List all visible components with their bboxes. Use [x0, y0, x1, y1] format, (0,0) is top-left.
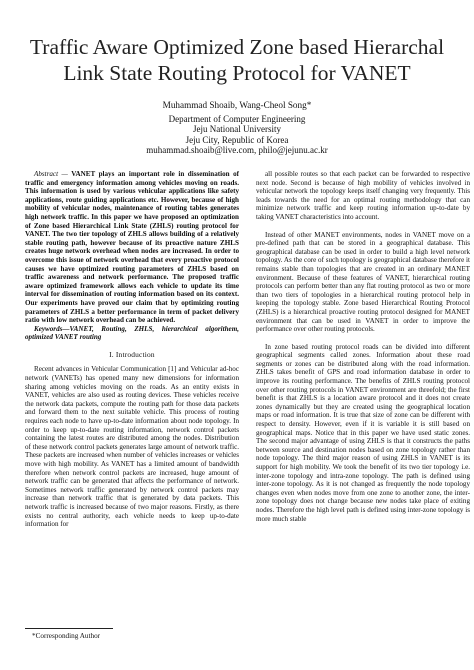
- author-university: Jeju National University: [193, 124, 281, 134]
- abstract-label: Abstract —: [34, 170, 68, 178]
- body-paragraph-3: In zone based routing protocol roads can be divided into different geographical segments called zones. Information about these road segments or zones can be distributed along with the road information. ZHLS takes benefit of GPS and road information database in order to improve its routing performance. The benefits of ZHLS routing protocol over other routing protocols in VANET environment are threefold; the first benefit is that ZHLS is a location aware protocol and it does not create zones dynamically but they are created using the geographical location maps or road information. It is true that size of zone can be different with respect to density. However, even if it is variable it is still based on geographical maps. Notice that in this paper we have used static zones. The second major advantage of using ZHLS is that it constructs the paths between source and destination nodes based on zone topology rather than node topology. The third major reason of using ZHLS in VANET is its support for high mobility. We took the benefit of its two tier topology i.e. inter-zone topology and intra-zone topology. The path is defined using inter-zone topology. As it is not changed as frequently the node topology changes even when nodes move from one zone to another zone, the inter-zone topology does not change because new nodes take place of exiting nodes. Therefore the high level path is defined using inter-zone topology is more much stable: [256, 342, 470, 523]
- footnote-corresponding-author: *Corresponding Author: [32, 632, 101, 640]
- section-heading-introduction: I. Introduction: [109, 349, 155, 359]
- left-column: [25, 170, 239, 529]
- author-block: [80, 100, 394, 156]
- keywords: [25, 325, 239, 342]
- author-emails: muhammad.shoaib@live.com, philo@jejunu.ac.kr: [146, 145, 328, 155]
- paper-title: Traffic Aware Optimized Zone based Hierarchal Link State Routing Protocol for VANET: [29, 35, 445, 85]
- keywords-text: VANET, Routing, ZHLS, hierarchical algorithem, optimized VANET routing: [25, 324, 239, 342]
- author-names: Muhammad Shoaib, Wang-Cheol Song*: [162, 100, 312, 110]
- footnote-divider: [25, 628, 113, 629]
- author-department: Department of Computer Engineering: [168, 113, 306, 124]
- right-column: [256, 170, 470, 523]
- abstract: [25, 170, 239, 325]
- body-paragraph-1: all possible routes so that each packet can be forwarded to respective next node. Second is because of high mobility of vehicles involved in vehicular network the topology keeps itself changing very frequently. This leads towards the need for an optimal routing methodology that can minimize network traffic and keep routing information up-to-date by taking VANET characteristics into account.: [256, 170, 470, 221]
- abstract-text: VANET plays an important role in dissemination of traffic and emergency information among vehicles moving on roads. This information is used by various vehicular applications like safety applications, route guiding applications etc. However, because of high mobility of vehicular nodes, maintenance of routing tables generates high network traffic. In this paper we have proposed an optimization of Zone based Hierarchical Link State (ZHLS) routing protocol for VANET. The two tier topology of ZHLS allows building of a relatively stable routing path, however because of its proactive nature ZHLS creates huge network overhead when nodes are increased. In order to overcome this issue of network overhead that every proactive protocol causes we have optimized routing parameters of ZHLS based on traffic awareness and network performance. The proposed traffic aware optimized framework allows each vehicle to update its time interval for dissemination of routing information based on its context. Our experiments have proved our claim that by optimizing routing parameters of ZHLS a better performance in term of packet delivery ratio with low network overhead can be achieved.: [25, 170, 240, 325]
- author-city: Jeju City, Republic of Korea: [185, 134, 289, 145]
- keywords-label: Keywords—: [34, 324, 70, 333]
- body-paragraph-2: Instead of other MANET environments, nodes in VANET move on a pre-defined path that can be stored in a geographical database. This geographical database can be used in order to build a high level network topology. As the core of such topology is geographical database therefore it remains stable than topologies that are created in an ordinary MANET environment. Because of these features of VANET, hierarchical routing protocols can perform better than any flat routing protocol as two or more than two tiers of topologies in a hierarchical routing protocol help in keeping the topology stable. Zone based Hierarchical Routing Protocol (ZHLS) is a hierarchical proactive routing protocol designed for MANET environment that can be used in VANET in order to improve the performance over other routing protocols.: [256, 230, 470, 334]
- introduction-paragraph: Recent advances in Vehicular Communication [1] and Vehicular ad-hoc network (VANETs) has opened many new dimensions for information sharing among vehicles moving on the roads. As an entity exists in VANET, vehicles are also used as routing devices. These vehicles receive the network data packets, compute the routing path for those data packets and forward them to the next suitable vehicle. This process of routing requires each node to have up-to-date information about node topology. In order to keep up-to-date routing information, network control packets containing the latest routes are distributed among the nodes. Distribution of these network control packets generates large amount of network traffic. These packets are increased when number of vehicles increases or vehicles move with high mobility. As VANET has a limited amount of bandwidth therefore when network control packets are increased, huge amount of network traffic can be generated that affects the performance of network. Sometimes network traffic generated by network control packets may increase than network traffic that is generated by data packets. This network traffic is increased because of two major reasons. Firstly, as there exists no central authority, each vehicle needs to keep up-to-date information for: [25, 365, 239, 529]
